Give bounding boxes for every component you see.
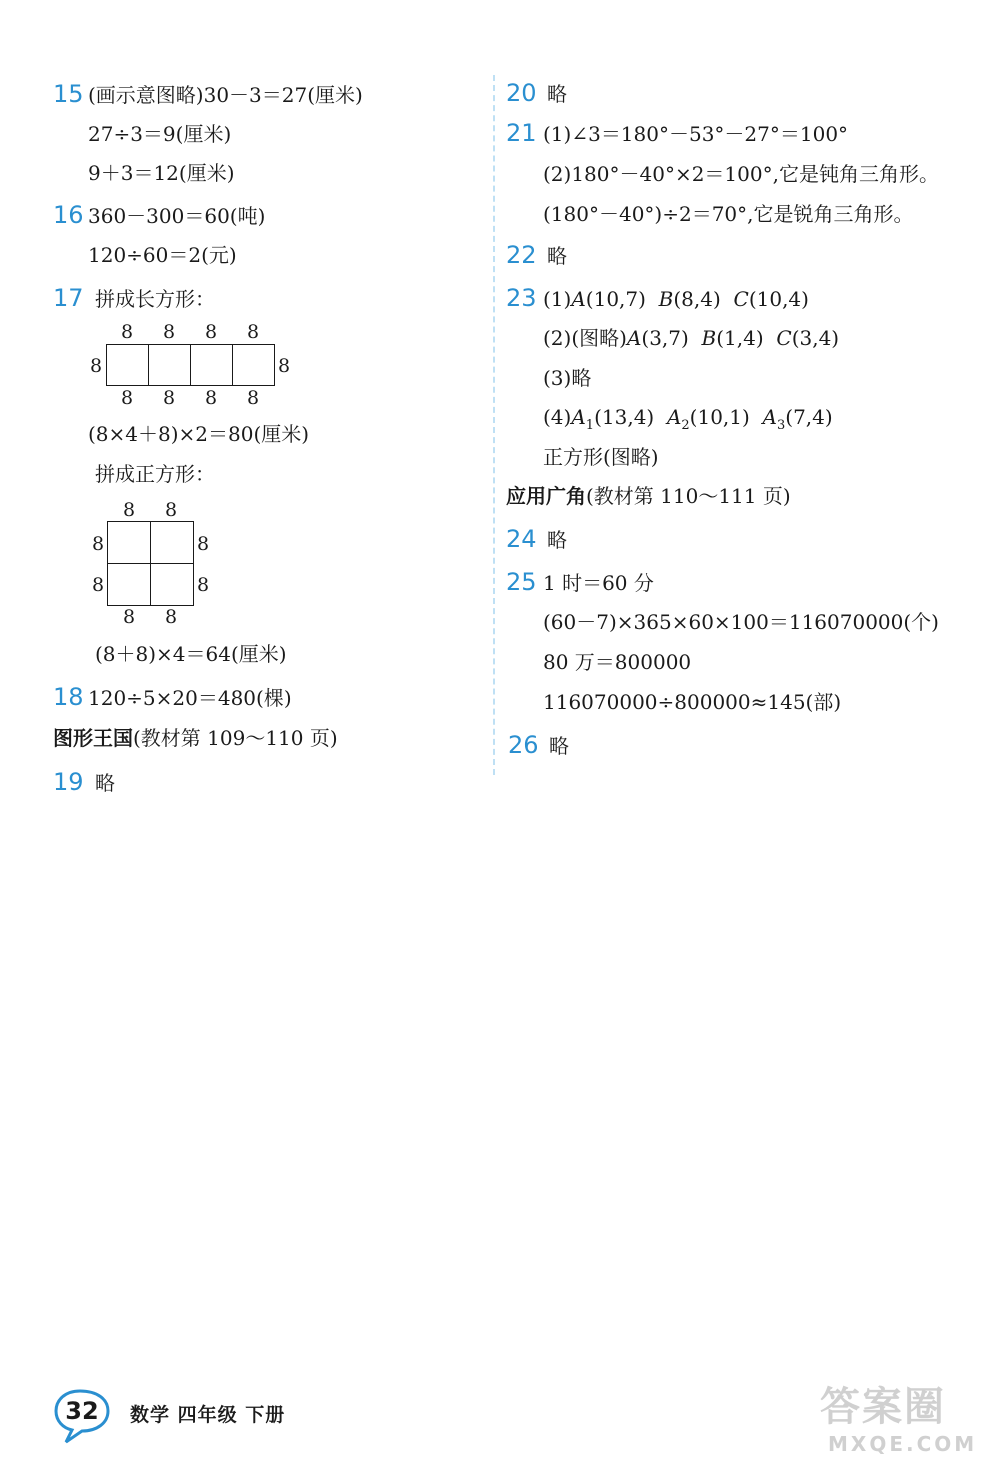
q19-line: 略 — [95, 771, 115, 795]
watermark — [820, 1385, 990, 1465]
q15-line-1: (画示意图略)30－3＝27(厘米) — [88, 83, 363, 107]
question-number-15: 15 — [53, 80, 84, 108]
question-number-23: 23 — [506, 284, 537, 312]
q24-line: 略 — [547, 528, 567, 552]
footer-title: 数学 四年级 下册 — [130, 1404, 286, 1426]
square-right-label-1: 8 — [196, 533, 210, 555]
q17-rectangle-formula: (8×4＋8)×2＝80(厘米) — [88, 422, 310, 446]
question-number-22: 22 — [506, 241, 537, 269]
section-heading-applied — [506, 484, 791, 508]
q23-line-5: 正方形(图略) — [543, 445, 659, 469]
q16-line-1: 360－300＝60(吨) — [88, 204, 266, 228]
rectangle-square-2 — [148, 344, 191, 386]
square-cell-2 — [150, 521, 194, 564]
question-number-26: 26 — [508, 731, 539, 759]
q16-line-2: 120÷60＝2(元) — [88, 243, 237, 267]
q25-line-2: (60－7)×365×60×100＝116070000(个) — [543, 610, 939, 634]
q23-line-2: (2)(图略)A(3,7) B(1,4) C(3,4) — [543, 326, 840, 350]
q23-line-1: (1)A(10,7) B(8,4) C(10,4) — [543, 287, 809, 311]
square-cell-3 — [107, 563, 151, 606]
rectangle-square-3 — [190, 344, 233, 386]
rectangle-square-1 — [106, 344, 149, 386]
section-applied-title: 应用广角 — [506, 484, 586, 508]
rect-right-label: 8 — [277, 355, 291, 377]
q26-line: 略 — [549, 734, 569, 758]
q25-line-3: 80 万＝800000 — [543, 650, 692, 674]
rect-bottom-label-2: 8 — [162, 387, 176, 409]
rect-top-label-1: 8 — [120, 321, 134, 343]
question-number-25: 25 — [506, 568, 537, 596]
q20-line: 略 — [547, 82, 567, 106]
question-number-18: 18 — [53, 683, 84, 711]
section-heading-shapes — [53, 726, 338, 750]
watermark-logo: 答案圈 — [820, 1384, 946, 1430]
question-number-19: 19 — [53, 768, 84, 796]
section-shapes-title: 图形王国 — [53, 726, 133, 750]
q17-square-formula: (8＋8)×4＝64(厘米) — [95, 642, 287, 666]
page-number-badge — [52, 1388, 112, 1446]
q23-line-3: (3)略 — [543, 366, 592, 390]
q21-line-1: (1)∠3＝180°－53°－27°＝100° — [543, 122, 849, 146]
q21-line-3: (180°－40°)÷2＝70°,它是锐角三角形。 — [543, 202, 914, 226]
square-bottom-label-2: 8 — [164, 606, 178, 628]
q17-rectangle-heading: 拼成长方形： — [95, 287, 215, 311]
q25-line-4: 116070000÷800000≈145(部) — [543, 690, 842, 714]
rect-bottom-label-3: 8 — [204, 387, 218, 409]
square-left-label-1: 8 — [91, 533, 105, 555]
question-number-21: 21 — [506, 119, 537, 147]
rect-bottom-label-1: 8 — [120, 387, 134, 409]
question-number-17: 17 — [53, 284, 84, 312]
square-left-label-2: 8 — [91, 574, 105, 596]
question-number-16: 16 — [53, 201, 84, 229]
rect-top-label-3: 8 — [204, 321, 218, 343]
square-cell-1 — [107, 521, 151, 564]
square-cell-4 — [150, 563, 194, 606]
q22-line: 略 — [547, 244, 567, 268]
rectangle-square-4 — [232, 344, 275, 386]
rect-top-label-4: 8 — [246, 321, 260, 343]
rect-left-label: 8 — [89, 355, 103, 377]
watermark-url: MXQE.COM — [828, 1432, 978, 1456]
section-applied-note: (教材第 110～111 页) — [586, 484, 791, 508]
square-bottom-label-1: 8 — [122, 606, 136, 628]
square-right-label-2: 8 — [196, 574, 210, 596]
q15-line-2: 27÷3＝9(厘米) — [88, 122, 232, 146]
rect-bottom-label-4: 8 — [246, 387, 260, 409]
q15-line-3: 9＋3＝12(厘米) — [88, 161, 235, 185]
q23-line-4: $(4)A_1(13,4)$ $A_2(10,1)$ $A_3(7,4)$ — [543, 405, 833, 433]
question-number-24: 24 — [506, 525, 537, 553]
q17-square-heading: 拼成正方形： — [95, 462, 215, 486]
column-divider — [493, 75, 495, 775]
square-top-label-2: 8 — [164, 499, 178, 521]
question-number-20: 20 — [506, 79, 537, 107]
rect-top-label-2: 8 — [162, 321, 176, 343]
q25-line-1: 1 时＝60 分 — [543, 571, 654, 595]
q18-line: 120÷5×20＝480(棵) — [88, 686, 292, 710]
page-number: 32 — [65, 1397, 99, 1425]
square-top-label-1: 8 — [122, 499, 136, 521]
section-shapes-note: (教材第 109～110 页) — [133, 726, 338, 750]
q21-line-2: (2)180°－40°×2＝100°,它是钝角三角形。 — [543, 162, 939, 186]
